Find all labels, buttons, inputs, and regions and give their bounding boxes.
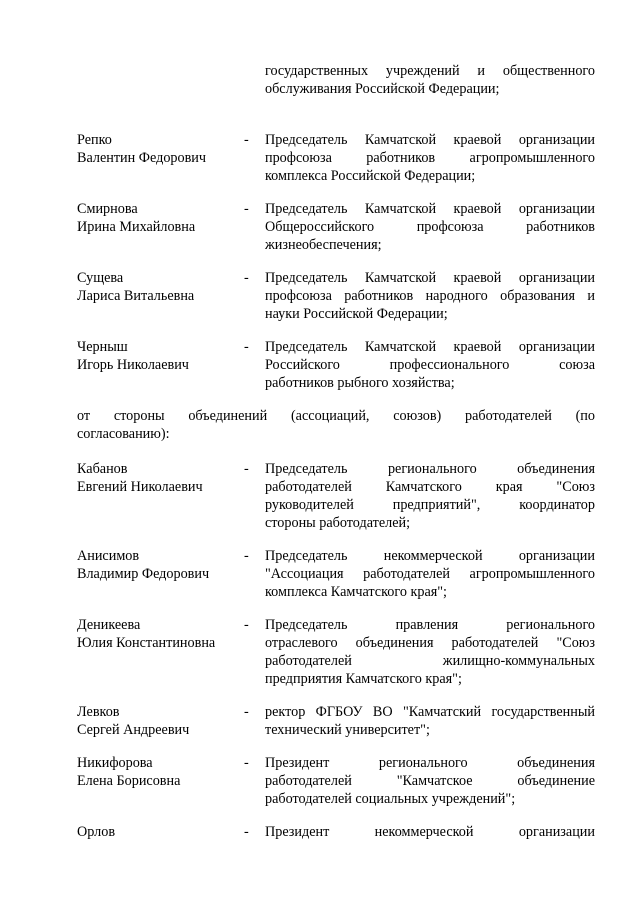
desc-line: отраслевого объединения работодателей "Союз — [265, 635, 595, 651]
desc-line: комплекса Российской Федерации; — [265, 168, 476, 184]
desc-line: науки Российской Федерации; — [265, 306, 448, 322]
member-name — [77, 269, 247, 305]
dash-separator: - — [244, 548, 249, 564]
member-name — [77, 547, 247, 583]
desc-line: Председатель правления регионального — [265, 617, 595, 633]
dash-separator: - — [244, 132, 249, 148]
desc-line: Председатель некоммерческой организации — [265, 548, 595, 564]
member-description — [265, 269, 595, 323]
member-description — [265, 338, 595, 392]
desc-line: ректор ФГБОУ ВО "Камчатский государственный — [265, 704, 595, 720]
desc-line: профсоюза работников народного образования и — [265, 288, 595, 304]
member-name — [77, 616, 247, 652]
desc-line: работодателей Камчатского края "Союз — [265, 479, 595, 495]
member-name — [77, 703, 247, 739]
member-name — [77, 754, 247, 790]
member-description — [265, 703, 595, 739]
desc-line: Председатель Камчатской краевой организации — [265, 132, 595, 148]
member-given-name: Владимир Федорович — [77, 566, 210, 582]
member-given-name: Евгений Николаевич — [77, 479, 203, 495]
desc-line: Председатель регионального объединения — [265, 461, 595, 477]
desc-line: Председатель Камчатской краевой организации — [265, 339, 595, 355]
section-heading — [77, 407, 595, 443]
member-surname: Анисимов — [77, 548, 140, 564]
desc-line: работников рыбного хозяйства; — [265, 375, 455, 391]
member-name — [77, 200, 247, 236]
member-surname: Черныш — [77, 339, 128, 355]
member-name — [77, 338, 247, 374]
dash-separator: - — [244, 339, 249, 355]
heading-line: согласованию): — [77, 426, 170, 442]
desc-line: Российского профессионального союза — [265, 357, 595, 373]
member-name — [77, 823, 247, 841]
desc-line: работодателей социальных учреждений"; — [265, 791, 516, 807]
dash-separator: - — [244, 617, 249, 633]
heading-line: от стороны объединений (ассоциаций, союзов) работодателей (по — [77, 408, 595, 424]
member-surname: Левков — [77, 704, 120, 720]
desc-line: обслуживания Российской Федерации; — [265, 81, 500, 97]
member-name — [77, 460, 247, 496]
member-description — [265, 547, 595, 601]
member-surname: Репко — [77, 132, 112, 148]
dash-separator: - — [244, 755, 249, 771]
member-given-name: Елена Борисовна — [77, 773, 181, 789]
desc-line: Председатель Камчатской краевой организации — [265, 270, 595, 286]
desc-line: комплекса Камчатского края"; — [265, 584, 447, 600]
dash-separator: - — [244, 704, 249, 720]
member-description — [265, 754, 595, 808]
desc-line: предприятия Камчатского края"; — [265, 671, 462, 687]
dash-separator: - — [244, 270, 249, 286]
desc-line: Президент некоммерческой организации — [265, 824, 595, 840]
desc-line: "Ассоциация работодателей агропромышленного — [265, 566, 595, 582]
member-given-name: Сергей Андреевич — [77, 722, 190, 738]
desc-line: стороны работодателей; — [265, 515, 411, 531]
member-description — [265, 823, 595, 841]
member-description — [265, 616, 595, 688]
desc-line: технический университет"; — [265, 722, 430, 738]
intro-description — [265, 62, 595, 98]
member-surname: Деникеева — [77, 617, 141, 633]
member-description — [265, 460, 595, 532]
desc-line: Общероссийского профсоюза работников — [265, 219, 595, 235]
desc-line: работодателей "Камчатское объединение — [265, 773, 595, 789]
dash-separator: - — [244, 201, 249, 217]
member-name — [77, 131, 247, 167]
member-given-name: Лариса Витальевна — [77, 288, 195, 304]
member-description — [265, 200, 595, 254]
desc-line: профсоюза работников агропромышленного — [265, 150, 595, 166]
desc-line: работодателей жилищно-коммунальных — [265, 653, 595, 669]
member-surname: Смирнова — [77, 201, 138, 217]
member-description — [265, 131, 595, 185]
desc-line: Президент регионального объединения — [265, 755, 595, 771]
dash-separator: - — [244, 461, 249, 477]
member-surname: Никифорова — [77, 755, 153, 771]
desc-line: государственных учреждений и общественного — [265, 63, 595, 79]
dash-separator: - — [244, 824, 249, 840]
member-surname: Кабанов — [77, 461, 128, 477]
desc-line: руководителей предприятий", координатор — [265, 497, 595, 513]
desc-line: Председатель Камчатской краевой организации — [265, 201, 595, 217]
member-surname: Орлов — [77, 824, 116, 840]
member-surname: Сущева — [77, 270, 124, 286]
member-given-name: Игорь Николаевич — [77, 357, 189, 373]
member-given-name: Ирина Михайловна — [77, 219, 196, 235]
member-given-name: Валентин Федорович — [77, 150, 207, 166]
desc-line: жизнеобеспечения; — [265, 237, 382, 253]
member-given-name: Юлия Константиновна — [77, 635, 216, 651]
